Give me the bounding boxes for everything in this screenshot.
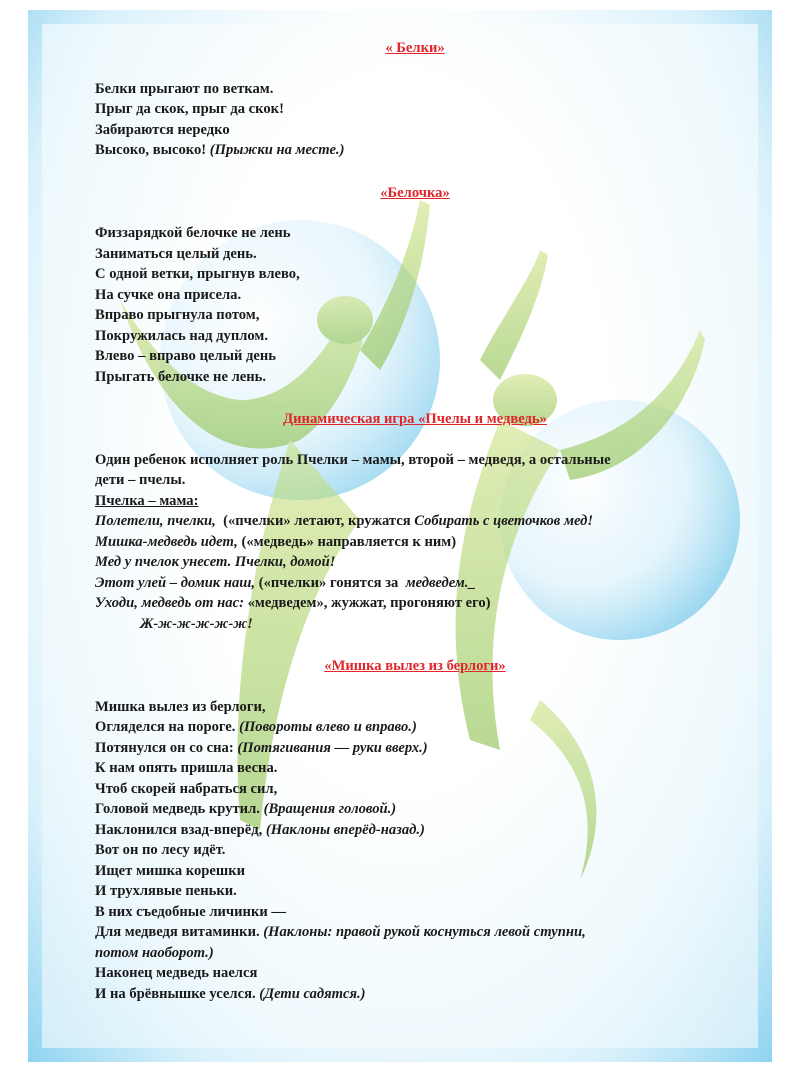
text-line [95,881,735,902]
verse-text: И трухлявые пеньки. [95,883,237,899]
verse-text: Пчелка – мама: [95,492,199,509]
text-line [95,861,735,882]
section-title: « Белки» [385,40,445,56]
verse-text: Наконец медведь наелся [95,965,258,981]
verse-text: Вправо прыгнула потом, [95,307,260,323]
stage-direction: (Дети садятся.) [259,985,366,1002]
text-line [95,367,735,388]
text-line [95,285,735,306]
text-line [95,799,735,820]
verse-text: И на брёвнышке уселся. [95,985,260,1002]
section-title: «Мишка вылез из берлоги» [324,658,506,674]
text-line [95,717,735,738]
text-line [95,779,735,800]
text-line [95,79,735,100]
text-line [95,573,735,594]
verse-text: Белки прыгают по веткам. [95,80,274,97]
section [95,38,735,161]
verse-text: Для медведя витаминки. [95,924,264,940]
text-line [95,922,735,943]
verse-text: К нам опять пришла весна. [95,760,278,776]
verse-text: В них съедобные личинки — [95,903,287,920]
verse-text: Чтоб скорей набраться сил, [95,780,278,797]
verse-text: дети – пчелы. [95,472,186,488]
document-body [95,38,735,1026]
stage-direction: (Наклоны вперёд-назад.) [265,821,425,838]
verse-text: Физзарядкой белочке не лень [95,225,291,241]
verse-text: Наклонился взад-вперёд, [95,821,266,838]
stage-direction: Уходи, медведь от нас: [95,595,248,611]
verse-text: Забираются нередко [95,121,230,138]
verse-text: На сучке она присела. [95,286,242,303]
text-line [95,943,735,964]
stage-direction: потом наоборот.) [95,944,214,961]
stage-direction: медведем._ [405,574,476,591]
text-line [95,820,735,841]
section [95,409,735,634]
section-title-row [95,38,735,59]
text-line [95,697,735,718]
text-line [95,450,735,471]
verse-text: Прыг да скок, прыг да скок! [95,101,284,117]
text-line [95,840,735,861]
text-line [95,984,735,1005]
text-line [95,244,735,265]
verse-text: Заниматься целый день. [95,245,257,262]
verse-text: («медведь» направляется к ним) [241,533,457,550]
stage-direction: Этот улей – домик наш, [95,574,259,591]
section-title: «Белочка» [380,184,450,201]
section [95,183,735,388]
stage-direction: (Потягивания — руки вверх.) [237,739,428,756]
text-line [95,511,735,532]
text-line [95,902,735,923]
text-line [95,532,735,553]
verse-text: («пчелки» летают, кружатся [219,513,415,529]
stage-direction: Мишка-медведь идет, [95,533,242,550]
section-title-row [95,656,735,677]
text-line [95,120,735,141]
verse-text: Огляделся на пороге. [95,719,240,735]
text-line [95,758,735,779]
text-line [95,140,735,161]
verse-text: Головой медведь крутил. [95,801,264,817]
verse-text: Прыгать белочке не лень. [95,368,267,385]
text-line [95,346,735,367]
text-line [95,738,735,759]
stage-direction: Ж-ж-ж-ж-ж-ж! [140,615,253,632]
verse-text: («пчелки» гонятся за [258,574,406,591]
text-line [95,326,735,347]
verse-text: Покружилась над дуплом. [95,327,269,344]
text-line [95,264,735,285]
stage-direction: (Повороты влево и вправо.) [239,719,417,735]
verse-text: Вот он по лесу идёт. [95,842,226,858]
section-title-row [95,409,735,430]
verse-text: «медведем», жужжат, прогоняют его) [247,595,491,611]
stage-direction: Собирать с цветочков мед! [414,513,594,529]
stage-direction: Полетели, пчелки, [95,513,220,529]
section-title-row [95,183,735,204]
verse-text: Один ребенок исполняет роль Пчелки – мамы, второй – медведя, а остальные [95,451,611,468]
stage-direction: (Прыжки на месте.) [209,142,345,158]
text-line [95,963,735,984]
text-line [95,470,735,491]
text-line [95,305,735,326]
stage-direction: Мед у пчелок унесет. Пчелки, домой! [95,554,336,570]
section [95,656,735,1004]
verse-text: Ищет мишка корешки [95,862,246,879]
text-line [95,223,735,244]
text-line [95,491,735,512]
text-line [95,593,735,614]
verse-text: Влево – вправо целый день [95,348,277,364]
section-title: Динамическая игра «Пчелы и медведь» [283,411,547,427]
verse-text: Высоко, высоко! [95,142,210,158]
verse-text: Потянулся он со сна: [95,739,238,756]
stage-direction: (Наклоны: правой рукой коснуться левой ступни, [263,924,586,940]
text-line [95,552,735,573]
verse-text: С одной ветки, прыгнув влево, [95,266,300,282]
stage-direction: (Вращения головой.) [263,801,397,817]
text-line [95,99,735,120]
verse-text: Мишка вылез из берлоги, [95,698,266,715]
text-line [95,614,735,635]
